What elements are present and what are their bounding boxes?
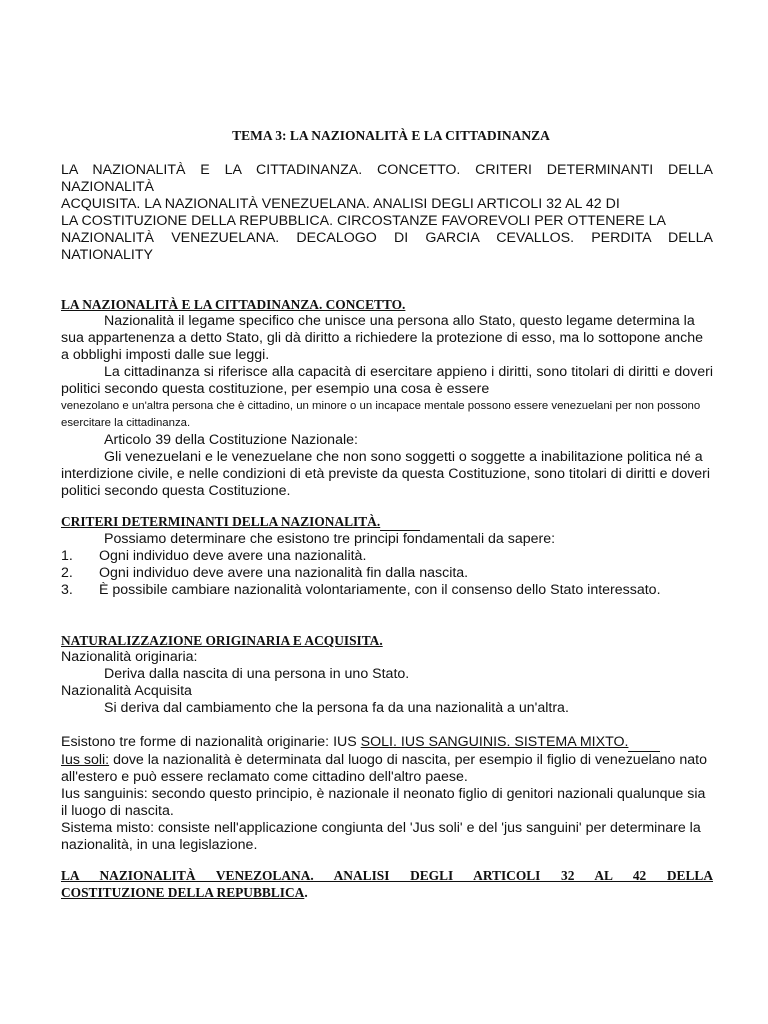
section-venezuelan-nationality bbox=[61, 867, 713, 901]
list-number: 1. bbox=[61, 548, 73, 564]
section-criteria bbox=[61, 513, 713, 599]
forms-line bbox=[61, 734, 713, 752]
intro-line: LA COSTITUZIONE DELLA REPUBBLICA. CIRCOSTANZE FAVOREVOLI PER OTTENERE LA bbox=[61, 213, 666, 229]
paragraph-citizenship-small: venezolano e un'altra persona che è cittadino, un minore o un incapace mentale possono essere venezuelani per non possono esercitare la cittadinanza. bbox=[61, 400, 701, 429]
heading-period: . bbox=[304, 885, 308, 900]
original-nationality-label: Nazionalità originaria: bbox=[61, 649, 198, 665]
list-text: Ogni individuo deve avere una nazionalità. bbox=[99, 548, 367, 564]
original-nationality-text: Deriva dalla nascita di una persona in uno Stato. bbox=[104, 666, 410, 682]
list-item bbox=[61, 582, 713, 599]
section-naturalization bbox=[61, 632, 713, 854]
list-text: È possibile cambiare nazionalità volontariamente, con il consenso dello Stato interessato. bbox=[99, 582, 661, 598]
ius-soli-text: dove la nazionalità è determinata dal luogo di nascita, per esempio il figlio di venezuelano nato all'estero e può essere reclamato come cittadino dell'altro paese. bbox=[61, 752, 707, 785]
list-text: Ogni individuo deve avere una nazionalità fin dalla nascita. bbox=[99, 565, 469, 581]
list-number: 3. bbox=[61, 582, 73, 598]
intro-line: NAZIONALITÀ bbox=[61, 179, 155, 195]
section-heading-text: CRITERI DETERMINANTI DELLA NAZIONALITÀ. bbox=[61, 514, 381, 529]
paragraph-citizenship: La cittadinanza si riferisce alla capacità di esercitare appieno i diritti, sono titolari di diritti e doveri politici secondo questa costituzione, per esempio una cosa è essere bbox=[61, 364, 713, 397]
list-number: 2. bbox=[61, 565, 73, 581]
paragraph-nationality: Nazionalità il legame specifico che unisce una persona allo Stato, questo legame determina la sua appartenenza a detto Stato, gli dà diritto a richiedere la protezione di esso, ma lo sottopone anche a obblighi imposti dalle sue leggi. bbox=[61, 313, 704, 363]
forms-tail: SOLI. IUS SANGUINIS. SISTEMA MIXTO. bbox=[360, 734, 629, 750]
intro-line: LA NAZIONALITÀ E LA CITTADINANZA. CONCETTO. CRITERI DETERMINANTI DELLA bbox=[61, 162, 713, 178]
heading-underline bbox=[380, 513, 420, 531]
document-title: TEMA 3: LA NAZIONALITÀ E LA CITTADINANZA bbox=[232, 128, 550, 143]
acquired-nationality-label: Nazionalità Acquisita bbox=[61, 683, 192, 699]
forms-lead: Esistono tre forme di nazionalità originarie: IUS bbox=[61, 734, 357, 750]
intro-paragraph bbox=[61, 162, 713, 264]
article-reference: Articolo 39 della Costituzione Nazionale: bbox=[104, 432, 358, 448]
ius-sanguinis-paragraph: Ius sanguinis: secondo questo principio, è nazionale il neonato figlio di genitori nazionali qualunque sia il luogo di nascita. bbox=[61, 786, 706, 819]
forms-underline bbox=[628, 734, 660, 752]
list-item bbox=[61, 565, 713, 582]
list-item bbox=[61, 548, 713, 565]
criteria-list bbox=[61, 548, 713, 599]
ius-soli-label: Ius soli: bbox=[61, 752, 110, 768]
section-heading: NATURALIZZAZIONE ORIGINARIA E ACQUISITA. bbox=[61, 633, 383, 648]
section-heading bbox=[61, 513, 713, 531]
section-heading: LA NAZIONALITÀ E LA CITTADINANZA. CONCETTO. bbox=[61, 297, 406, 312]
section-concept bbox=[61, 296, 713, 500]
intro-line: ACQUISITA. LA NAZIONALITÀ VENEZUELANA. ANALISI DEGLI ARTICOLI 32 AL 42 DI bbox=[61, 196, 620, 212]
section-heading-line bbox=[61, 884, 713, 901]
intro-line: NAZIONALITÀ VENEZUELANA. DECALOGO DI GARCIA CEVALLOS. PERDITA DELLA bbox=[61, 230, 713, 246]
section-heading-text: COSTITUZIONE DELLA REPUBBLICA bbox=[61, 885, 305, 900]
ius-soli-paragraph bbox=[61, 752, 713, 786]
acquired-nationality-text: Si deriva dal cambiamento che la persona fa da una nazionalità a un'altra. bbox=[104, 700, 569, 716]
criteria-intro: Possiamo determinare che esistono tre principi fondamentali da sapere: bbox=[104, 531, 556, 547]
intro-line: NATIONALITY bbox=[61, 247, 153, 263]
sistema-misto-paragraph: Sistema misto: consiste nell'applicazione congiunta del 'Jus soli' e del 'jus sanguini' per determinare la nazionalità, in una legislazione. bbox=[61, 820, 701, 853]
article-39-text: Gli venezuelani e le venezuelane che non sono soggetti o soggette a inabilitazione politica né a interdizione civile, e nelle condizioni di età previste da questa Costituzione, sono titolari di diritti e doveri politici secondo questa Costituzione. bbox=[61, 449, 711, 499]
section-heading-line: LA NAZIONALITÀ VENEZOLANA. ANALISI DEGLI ARTICOLI 32 AL 42 DELLA bbox=[61, 868, 713, 883]
